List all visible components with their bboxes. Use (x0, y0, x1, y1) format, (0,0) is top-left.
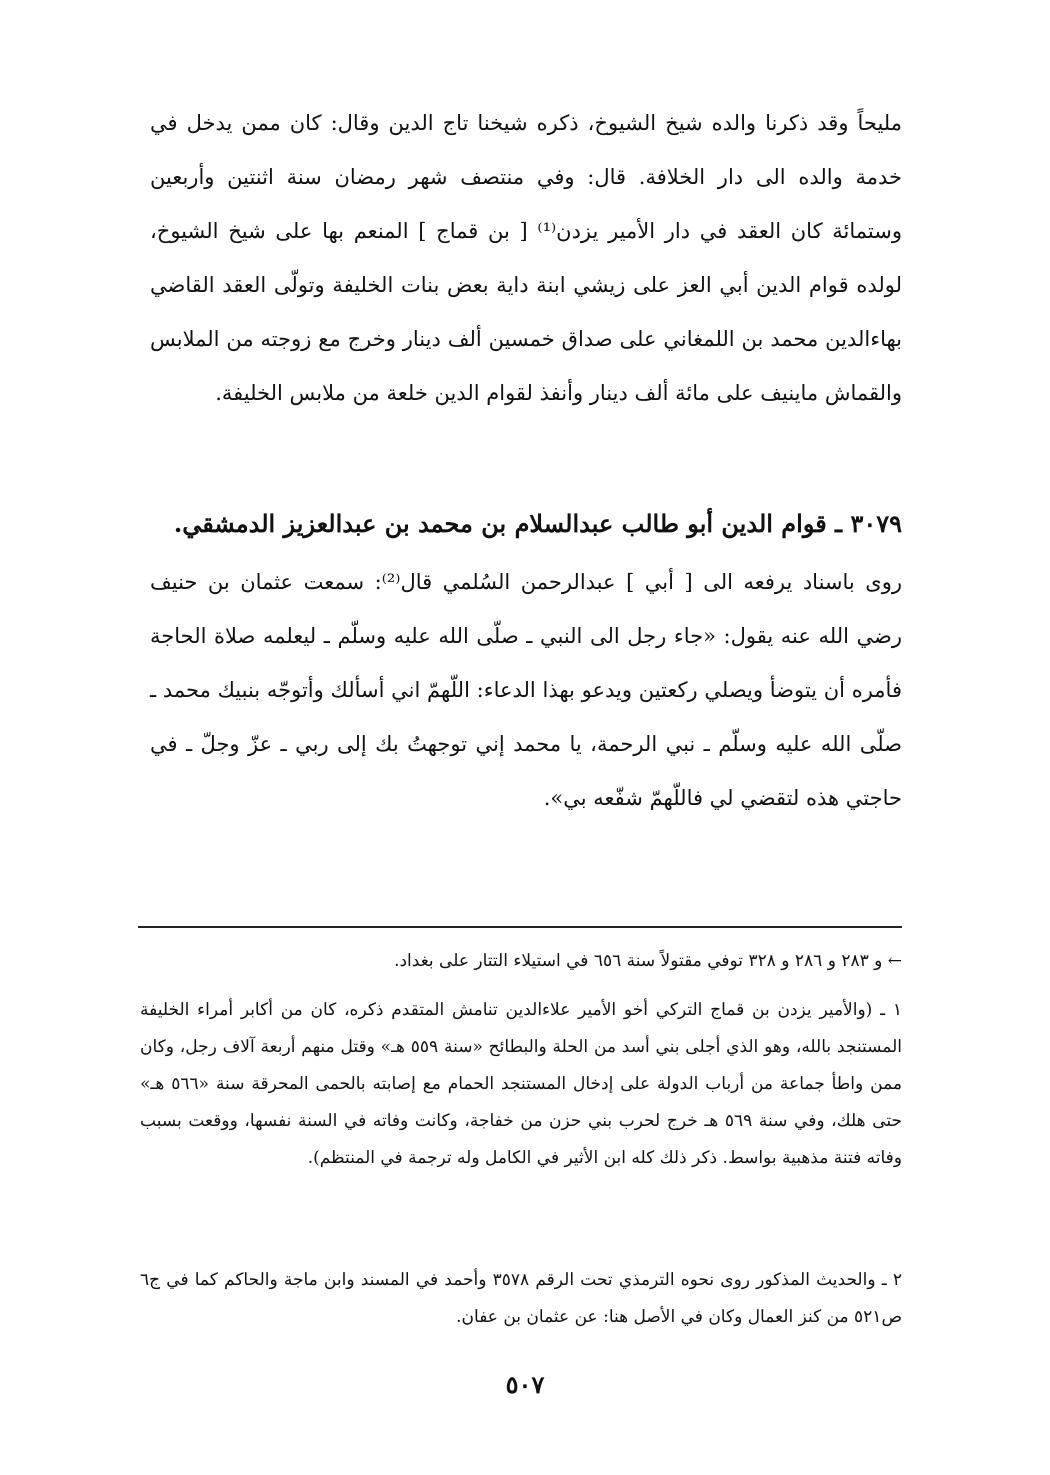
footnote-2: ٢ ـ والحديث المذكور روى نحوه الترمذي تحت الرقم ٣٥٧٨ وأحمد في المسند وابن ماجة والحاكم كما في ج٦ ص٥٢١ من كنز العمال وكان في الأصل هنا: عن عثمان بن عفان. (140, 1270, 902, 1327)
footnote-continuation: ← و ٢٨٣ و ٢٨٦ و ٣٢٨ توفي مقتولاً سنة ٦٥٦ في استيلاء التتار على بغداد. (394, 951, 902, 971)
footnote-separator (138, 926, 902, 928)
entry-heading: ٣٠٧٩ ـ قوام الدين أبو طالب عبدالسلام بن محمد بن عبدالعزيز الدمشقي. (173, 509, 902, 538)
page-number: ٥٠٧ (505, 1370, 545, 1399)
footnote-1: ١ ـ (والأمير يزدن بن قماج التركي أخو الأمير علاءالدين تنامش المتقدم ذكره، كان من أكابر أمراء الخليفة المستنجد بالله، وهو الذي أجلى بني أسد من الحلة والبطائح «سنة ٥٥٩ هـ» وقتل منهم أربعة آلاف رجل، وكان ممن واطأ جماعة من أرباب الدولة على إدخال المستنجد الحمام مع إصابته بالحمى المحرقة سنة «٥٦٦ هـ» حتى هلك، وفي سنة ٥٦٩ هـ خرج لحرب بني حزن من خفاجة، وكانت وفاته في السنة نفسها، ووقعت بسبب وفاته فتنة مذهبية بواسط. ذكر ذلك كله ابن الأثير في الكامل وله ترجمة في المنتظم). (140, 1000, 903, 1168)
entry-paragraph: روى باسناد يرفعه الى [ أبي ] عبدالرحمن السُلمي قال⁽²⁾: سمعت عثمان بن حنيف رضي الله عنه يقول: «جاء رجل الى النبي ـ صلّى الله عليه وسلّم ـ ليعلمه صلاة الحاجة فأمره أن يتوضأ ويصلي ركعتين ويدعو بهذا الدعاء: اللّهمّ اني أسألك وأتوجّه بنبيك محمد ـ صلّى الله عليه وسلّم ـ نبي الرحمة، يا محمد إني توجهتُ بك إلى ربي ـ عزّ وجلّ ـ في حاجتي هذه لتقضي لي فاللّهمّ شفّعه بي». (150, 570, 902, 810)
previous-entry-paragraph: مليحاً وقد ذكرنا والده شيخ الشيوخ، ذكره شيخنا تاج الدين وقال: كان ممن يدخل في خدمة والده الى دار الخلافة. قال: وفي منتصف شهر رمضان سنة اثنتين وأربعين وستمائة كان العقد في دار الأمير يزدن⁽¹⁾ [ بن قماج ] المنعم بها على شيخ الشيوخ، لولده قوام الدين أبي العز على زيشي ابنة داية بعض بنات الخليفة وتولّى العقد القاضي بهاءالدين محمد بن اللمغاني على صداق خمسين ألف دينار وخرج مع زوجته من الملابس والقماش ماينيف على مائة ألف دينار وأنفذ لقوام الدين خلعة من ملابس الخليفة. (150, 111, 902, 405)
